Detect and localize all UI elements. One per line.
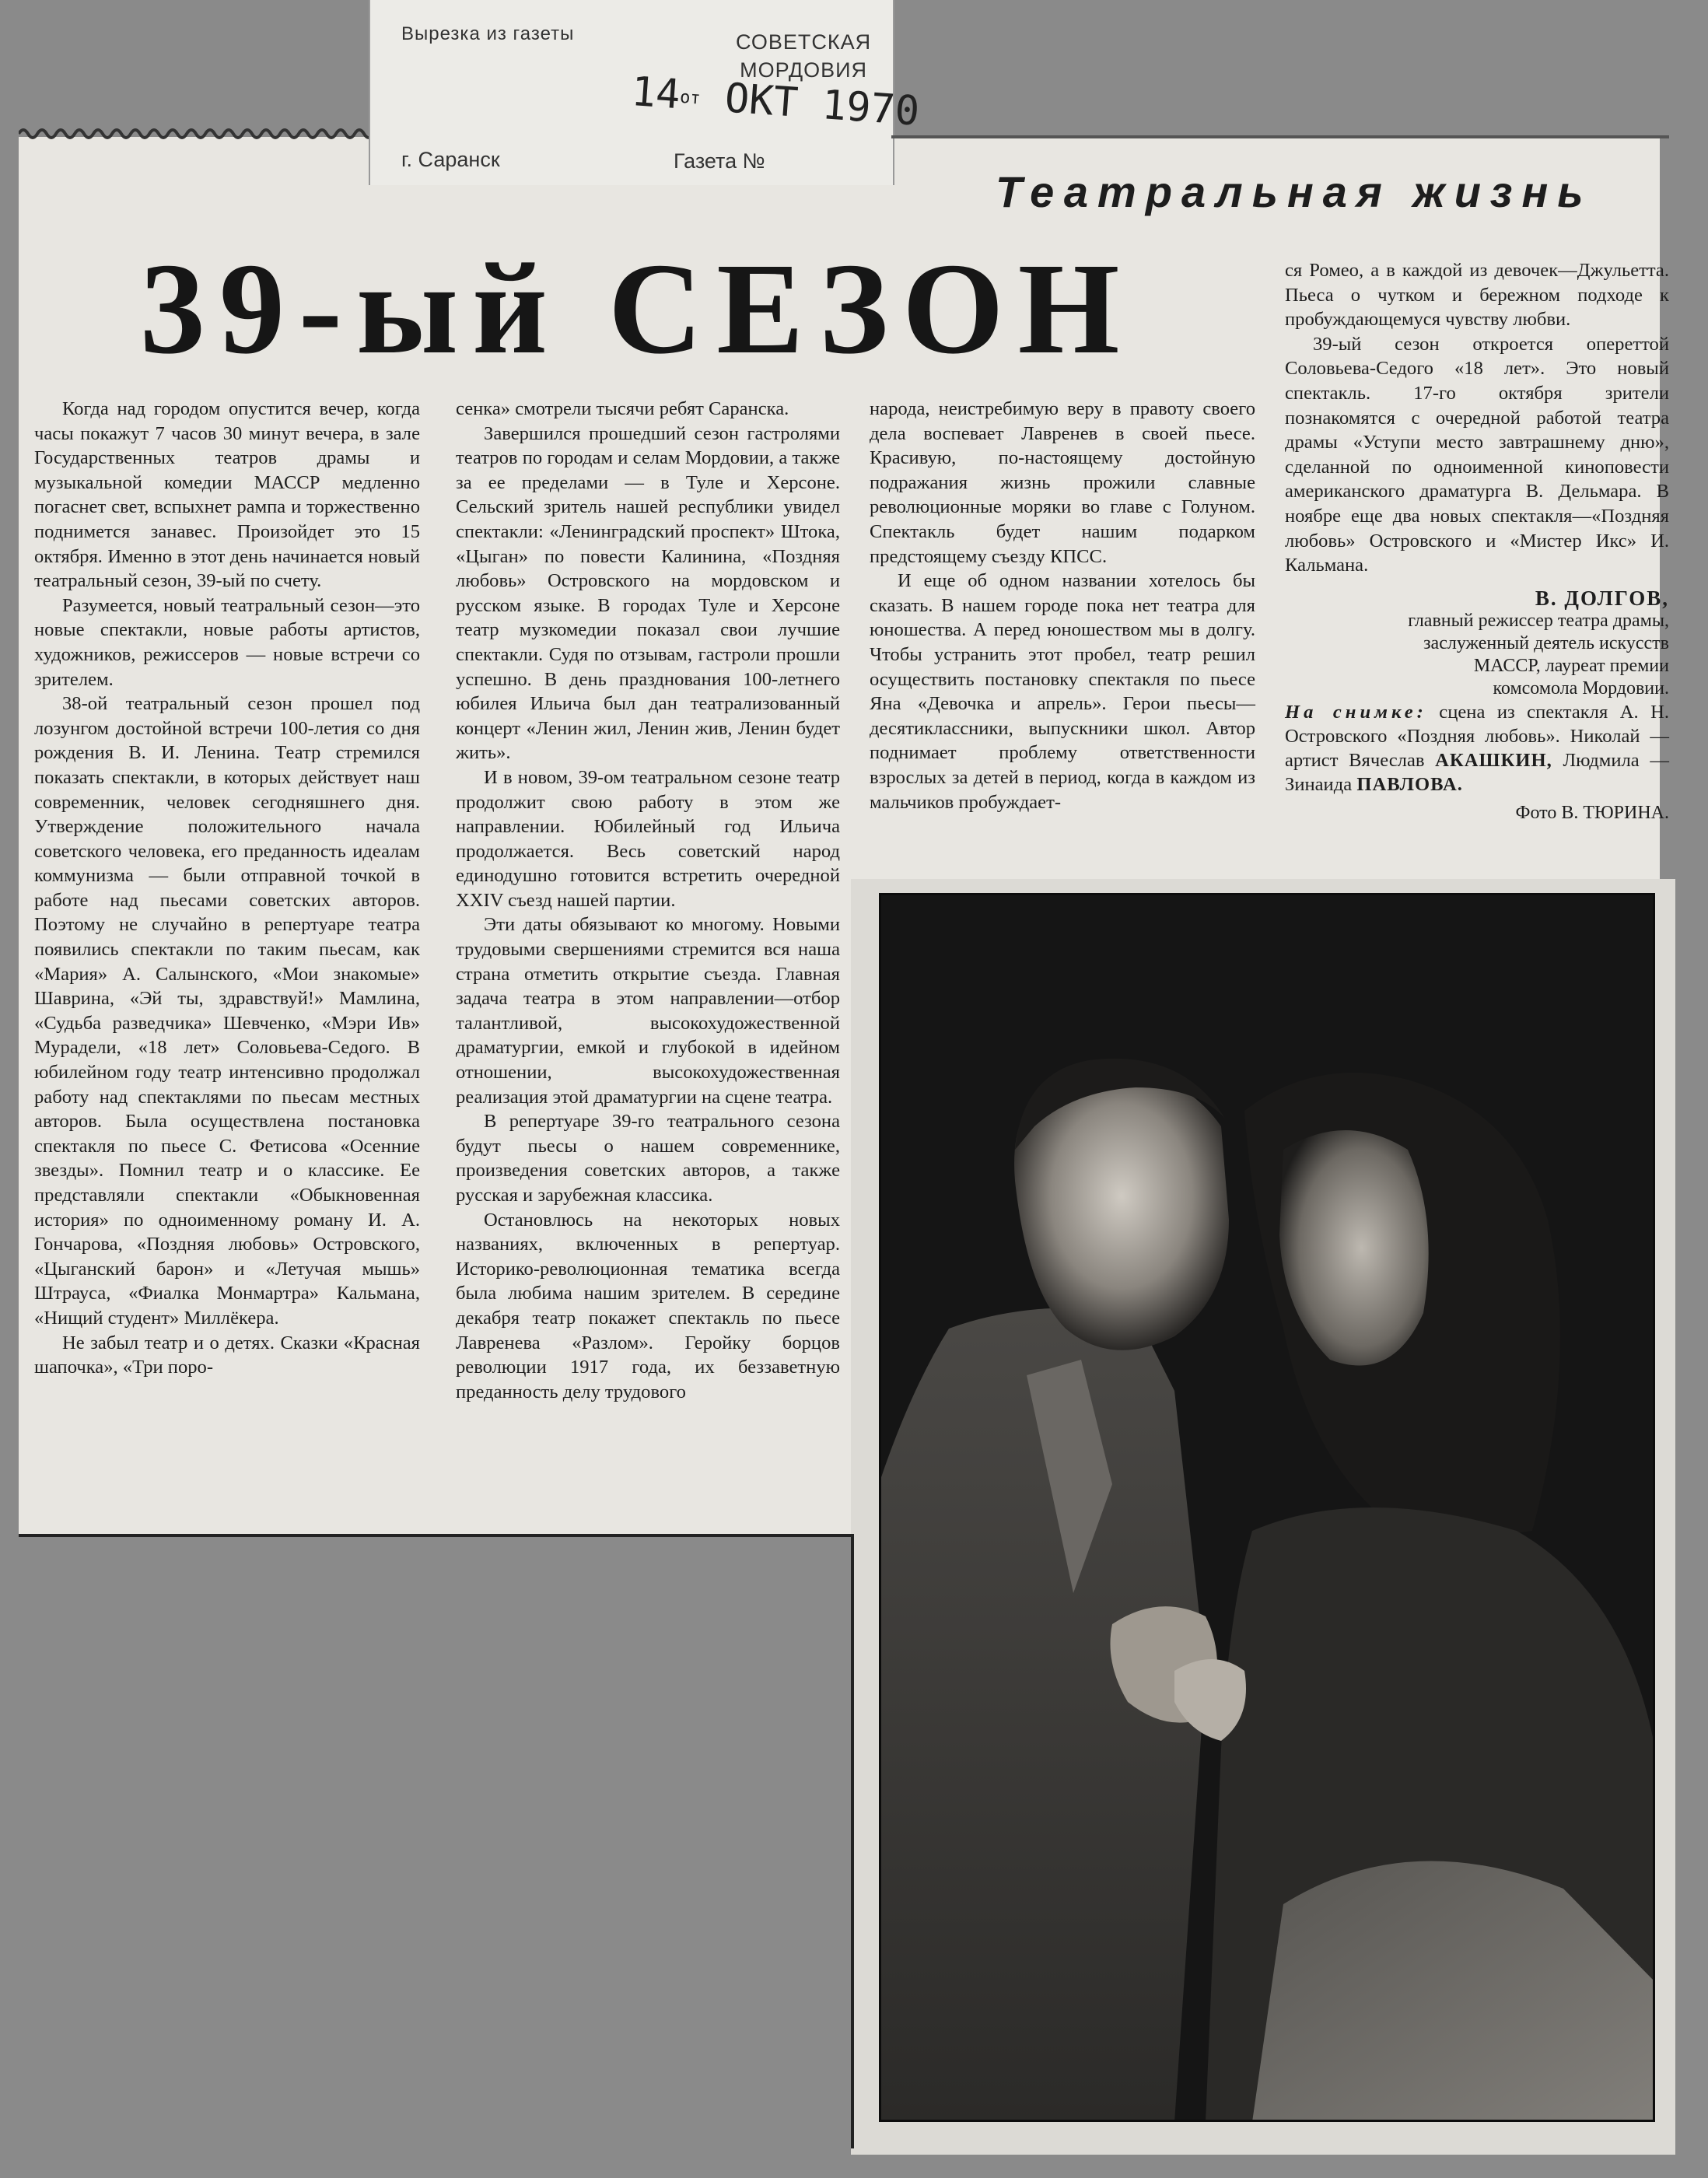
article-headline: 39-ый СЕЗОН <box>140 236 1134 381</box>
wavy-rule <box>19 124 369 143</box>
caption-lead: На снимке: <box>1285 701 1427 723</box>
paragraph: Завершился прошедший сезон гастролями театров по городам и селам Мордовии, а также за ее пределами — в Туле и Херсоне. Сельский зритель нашей республики увидел спектакли: «Ленинградский проспект» Штока, «Цыган» по повести Калинина, «Поздняя любовь» Островского на мордовском и русском языке. В городах Туле и Херсоне театр музкомедии показал свои лучшие спектакли. Судя по отзывам, гастроли прошли успешно. В день празднования 100-летнего юбилея Ильича был дан театрализованный концерт «Ленин жил, Ленин жив, Ленин будет жить». <box>456 422 840 764</box>
column-rule <box>851 1534 854 2148</box>
article-column-4 <box>1285 258 1669 825</box>
date-stamp-day: 14 <box>629 68 682 119</box>
author-name: В. ДОЛГОВ, <box>1535 586 1669 610</box>
section-rubric: Театральная жизнь <box>996 167 1593 216</box>
paragraph: И еще об одном названии хотелось бы сказать. В нашем городе пока нет театра для юношества. А перед юношеством мы в долгу. Чтобы устранить этот пробел, театр решил осуществить постановку спектакля по пьесе Яна «Девочка и апрель». Герои пьесы—десятиклассники, выпускники школ. Автор поднимает проблему ответственности взрослых за детей в период, когда в каждом из мальчиков пробуждает- <box>870 570 1255 813</box>
author-title: МАССР, лауреат премии <box>1473 655 1669 676</box>
column-rule <box>19 1534 854 1537</box>
caption-actor: ПАВЛОВА. <box>1356 773 1463 795</box>
paragraph: народа, неистребимую веру в правоту своего дела воспевает Лавренев в своей пьесе. Красивую, по-настоящему достойную подражания жизнь прожили славные революционные моряки во главе с Голуном. Спектакль будет нашим подарком предстоящему съезду КПСС. <box>870 398 1255 567</box>
article-column-1 <box>34 397 420 1380</box>
caption-text: сцена из спектакля А. Н. Островского «Поздняя любовь». Николай — артист Вячеслав <box>1285 701 1670 771</box>
photo-credit: Фото В. ТЮРИНА. <box>1515 802 1669 823</box>
city-label: г. Саранск <box>401 148 500 171</box>
author-signature <box>1285 587 1669 700</box>
clip-from-label: Вырезка из газеты <box>401 23 575 44</box>
author-title: комсомола Мордовии. <box>1493 678 1669 699</box>
caption-text: Людмила — Зинаида <box>1285 749 1669 795</box>
paragraph: 39-ый сезон откроется опереттой Соловьева-Седого «18 лет». Это новый спектакль. 17-го октября зрители познакомятся с очередной работой театра драмы «Уступи место завтрашнему дню», сделанной по одноименной киноповести американского драматурга В. Дельмара. В ноябре еще два новых спектакля—«Поздняя любовь» Островского и «Мистер Икс» И. Кальмана. <box>1285 333 1669 576</box>
caption-actor: АКАШКИН, <box>1435 749 1552 771</box>
paragraph: Не забыл театр и о детях. Сказки «Красная шапочка», «Три поро- <box>34 1332 420 1378</box>
author-title: заслуженный деятель искусств <box>1423 632 1669 653</box>
paragraph: Разумеется, новый театральный сезон—это новые спектакли, новые работы артистов, художников, режиссеров — новые встречи со зрителем. <box>34 594 420 690</box>
date-stamp <box>627 68 921 180</box>
paragraph: В репертуаре 39-го театрального сезона будут пьесы о нашем современнике, произведения советских авторов, а также русская и зарубежная классика. <box>456 1111 840 1206</box>
photo-caption <box>1285 700 1669 797</box>
date-stamp-rest: ОКТ 1970 <box>723 75 921 135</box>
author-title: главный режиссер театра драмы, <box>1408 610 1669 631</box>
date-stamp-ot: от <box>679 87 702 109</box>
paragraph: ся Ромео, а в каждой из девочек—Джульетта. Пьеса о чутком и бережном подходе к пробуждающемуся чувству любви. <box>1285 260 1669 331</box>
newspaper-name: СОВЕТСКАЯ МОРДОВИЯ <box>736 30 872 82</box>
theatre-scene-photo <box>879 893 1655 2122</box>
paragraph: сенка» смотрели тысячи ребят Саранска. <box>456 398 789 419</box>
paragraph: Остановлюсь на некоторых новых названиях, включенных в репертуар. Историко-революционная тематика всегда была любима нашим зрителем. В середине декабря театр покажет спектакль по пьесе Лавренева «Разлом». Геройку борцов революции 1917 года, их беззаветную преданность делу трудового <box>456 1209 840 1402</box>
paragraph: 38-ой театральный сезон прошел под лозунгом достойной встречи 100-летия со дня рождения В. И. Ленина. Театр стремился показать спектакли, в которых действует наш современник, человек сегодняшнего дня. Утверждение положительного начала советского человека, его преданность идеалам коммунизма — были отправной точкой в работе над пьесами советских авторов. Поэтому не случайно в репертуаре театра появились спектакли по таким пьесам, как «Мария» А. Салынского, «Мои знакомые» Шаврина, «Эй ты, здравствуй!» Мамлина, «Судьба разведчика» Шевченко, «Мэри Ив» Мурадели, «18 лет» Соловьева-Седого. В юбилейном году театр интенсивно продолжал работу над спектаклями по пьесам местных авторов. Была осуществлена постановка спектакля по пьесе С. Фетисова «Осенние звезды». Помнил театр и о классике. Ее представляли спектакли «Обыкновенная история» по одноименному роману И. А. Гончарова, «Поздняя любовь» Островского, «Цыганский барон» и «Летучая мышь» Штрауса, «Фиалка Монмартра» Кальмана, «Нищий студент» Миллёкера. <box>34 693 420 1329</box>
paragraph: Когда над городом опустится вечер, когда часы покажут 7 часов 30 минут вечера, в зале Государственных театров драмы и музыкальной комедии МАССР медленно погаснет свет, вспыхнет рампа и торжественно поднимется занавес. Произойдет это 15 октября. Именно в этот день начинается новый театральный сезон, 39-ый по счету. <box>34 398 420 592</box>
paragraph: Эти даты обязывают ко многому. Новыми трудовыми свершениями стремится вся наша страна отметить открытие съезда. Главная задача театра в этом направлении—отбор талантливой, высокохудожественной драматургии, емкой и глубокой в идейном отношении, высокохудожественная реализация этой драматургии на сцене театра. <box>456 914 840 1108</box>
article-column-2 <box>456 397 840 1404</box>
issue-label: Газета № <box>674 149 765 173</box>
paragraph: И в новом, 39-ом театральном сезоне театр продолжит свою работу в этом же направлении. Юбилейный год Ильича продолжается. Весь советский народ единодушно готовится встретить очередной XXIV съезд нашей партии. <box>456 766 840 911</box>
article-column-3 <box>870 397 1255 814</box>
header-rule <box>891 135 1669 138</box>
